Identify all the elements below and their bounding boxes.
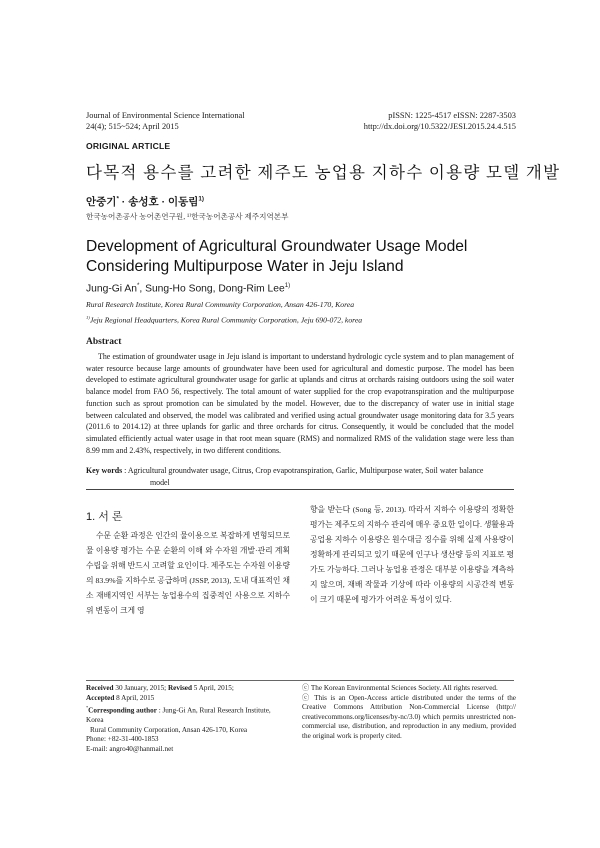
affiliation-2: Jeju Regional Headquarters, Korea Rural Community Corporation, Jeju 690-072, korea xyxy=(89,315,363,325)
korean-title: 다목적 용수를 고려한 제주도 농업용 지하수 이용량 모델 개발 xyxy=(86,163,561,182)
license-notice: ⓒ This is an Open-Access article distributed under the terms of the Creative Commons Attribution Non-Commercial License (http:// creativecommons.org/licenses/by-nc/3.0) which permits unrestricted non-commercial use, distribution, and reproduction in any medium, provided the original work is properly cited. xyxy=(302,693,516,740)
journal-header-left xyxy=(86,110,245,132)
introduction-right-column: 향을 받는다 (Song 등, 2013). 따라서 지하수 이용량의 정확한 평가는 제주도의 지하수 관리에 매우 중요한 일이다. 생활용과 공업용 지하수 이용량은 원수대금 징수를 위해 실제 사용량이 정확하게 관리되고 있기 때문에 인구나 생산량 등의 지표로 평가도 가능하다. 그러나 농업용 관정은 대부분 이용량을 계측하지 않으며, 재배 작물과 기상에 따라 이용량의 시공간적 변동이 크기 때문에 평가가 어려운 특성이 있다. xyxy=(310,505,514,604)
corresponding-label: Corresponding author xyxy=(88,706,157,715)
korean-author-main: 안중기 xyxy=(86,196,117,208)
keywords-sep: : xyxy=(122,466,128,475)
english-author-mark-2: 1) xyxy=(284,282,291,289)
keywords xyxy=(86,465,514,488)
journal-header-right xyxy=(364,110,516,132)
accepted-row xyxy=(86,694,290,704)
keywords-row xyxy=(86,465,514,477)
introduction-left-column: 수문 순환 과정은 인간의 물이용으로 복잡하게 변형되므로 물 이용량 평가는 수문 순환의 이해 와 수자원 개발·관리 계획 수립을 위해 반드시 고려할 요인이다. 제주도는 수자원 이용량의 83.9%를 지하수로 공급하며 (JSSP, 2013), 도내 대표적인 채소 재배지역인 서부는 농업용수의 집중적인 사용으로 지하수위 변동이 크게 영 xyxy=(86,531,290,615)
copyright-notice: ⓒ The Korean Environmental Sciences Society. All rights reserved. xyxy=(302,684,498,692)
corresponding-author-row xyxy=(86,703,290,726)
affiliation-1: Rural Research Institute, Korea Rural Community Corporation, Ansan 426-170, Korea xyxy=(86,300,355,309)
section-heading-introduction: 1. 서 론 xyxy=(86,511,123,523)
english-affiliations xyxy=(86,298,362,327)
corresponding-mark: * xyxy=(86,705,89,711)
accepted-date: 8 April, 2015 xyxy=(114,693,155,702)
keywords-label: Key words xyxy=(86,466,123,475)
corresponding-address: Rural Community Corporation, Ansan 426-170, Korea xyxy=(90,725,248,734)
history-dates-row xyxy=(86,684,290,694)
issn: pISSN: 1225-4517 eISSN: 2287-3503 xyxy=(388,111,516,120)
phone: Phone: +82-31-400-1853 xyxy=(86,735,159,744)
keywords-continuation: model xyxy=(150,477,170,487)
english-author-mark: * xyxy=(136,282,140,289)
affiliation-2-mark: 1) xyxy=(86,315,90,320)
doi-link[interactable]: http://dx.doi.org/10.5322/JESI.2015.24.4.515 xyxy=(363,122,516,131)
journal-name: Journal of Environmental Science International xyxy=(86,111,245,120)
korean-author-mark-2: 1) xyxy=(198,195,205,203)
revised-date: 5 April, 2015; xyxy=(191,684,234,692)
accepted-label: Accepted xyxy=(86,693,115,702)
keywords-list: Agricultural groundwater usage, Citrus, Crop evapotranspiration, Garlic, Multipurpose water, Soil water balance xyxy=(127,466,484,475)
volume-pages: 24(4); 515~524; April 2015 xyxy=(86,122,179,131)
korean-affiliation: 한국농어촌공사 농어촌연구원, ¹⁾한국농어촌공사 제주지역본부 xyxy=(86,212,289,221)
english-author-rest: , Sung-Ho Song, Dong-Rim Lee xyxy=(139,283,285,295)
english-author-main: Jung-Gi An xyxy=(86,283,137,295)
section-divider xyxy=(86,489,514,490)
abstract-text: The estimation of groundwater usage in Jeju island is important to understand hydrologic cycle system and to plan management of water resource because large amounts of groundwater have been used for agricultural and domestic purpose. The model has been developed to estimate agricultural groundwater usage for garlic at uplands and citrus at orchards raising outdoors using the soil water balance model from FAO 56, respectively. The total amount of water supplied for the crop evapotranspiration and the multipurpose function such as sprout promotion can be simulated by the model. However, due to the discrepancy of water use in initial stage between calculated and observed, the model was calibrated and verified using actual groundwater usage monitoring data for 3.5 years (2011.6 to 2014.12) at three uplands for garlic and three orchards for citrus. Consequently, it would be concluded that the model simulated efficiently actual water usage in that root mean square (RMS) and normalized RMS of the validation stage were less than 8.99 mm and 2.43%, respectively, in two different conditions. xyxy=(86,352,514,455)
korean-authors xyxy=(86,194,204,209)
korean-author-mark: * xyxy=(116,195,119,203)
korean-author-rest: · 송성호 · 이동림 xyxy=(118,196,199,208)
footer-divider xyxy=(86,680,514,681)
corresponding-text: : Jung-Gi An, Rural Research Institute, Korea xyxy=(86,706,271,725)
revised-label: Revised xyxy=(167,684,192,692)
article-history-footer xyxy=(86,684,290,755)
abstract-heading: Abstract xyxy=(86,337,122,347)
english-authors xyxy=(86,282,290,294)
affiliation-2-row xyxy=(86,311,362,327)
article-type: ORIGINAL ARTICLE xyxy=(86,141,171,151)
received-label: Received xyxy=(86,684,114,692)
received-date: 30 January, 2015; xyxy=(113,684,168,692)
english-title: Development of Agricultural Groundwater Usage Model Considering Multipurpose Water in Jeju Island xyxy=(86,238,468,275)
email-link[interactable]: E-mail: angro40@hanmail.net xyxy=(86,744,174,753)
license-footer xyxy=(302,684,516,742)
